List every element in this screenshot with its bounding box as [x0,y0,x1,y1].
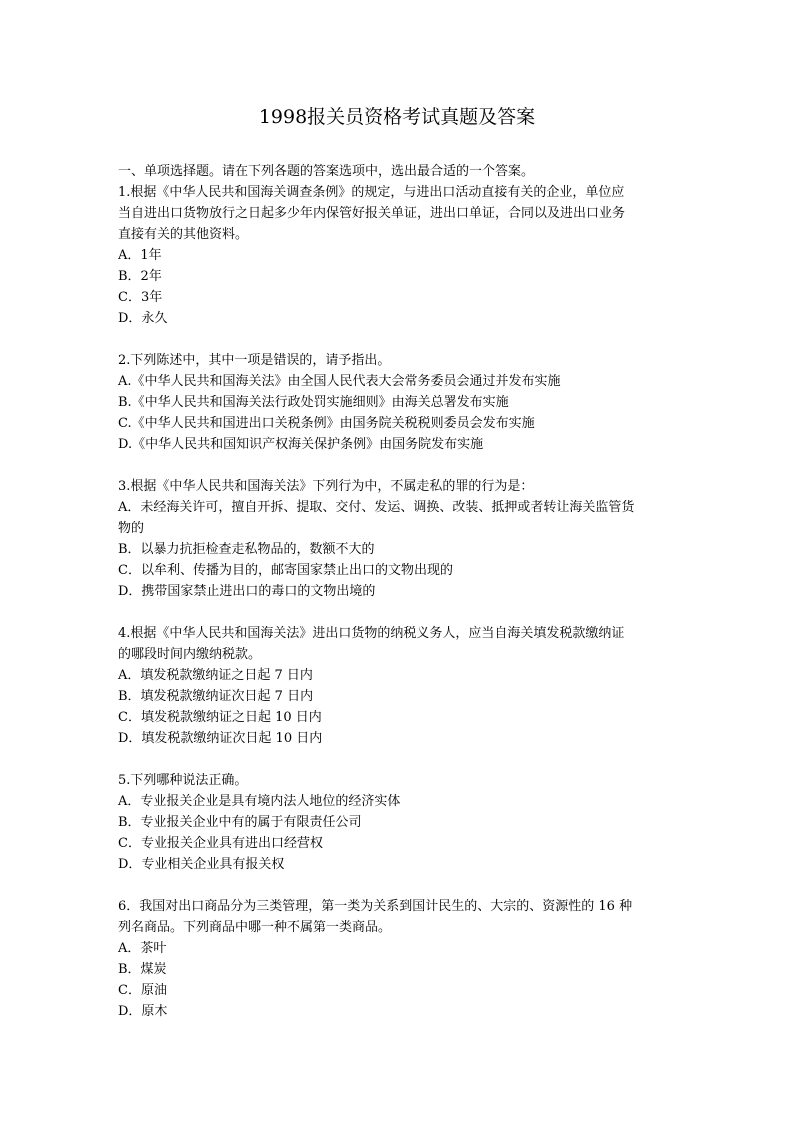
answer-option: A.《中华人民共和国海关法》由全国人民代表大会常务委员会通过并发布实施 [118,374,561,389]
answer-option: A．茶叶 [118,941,167,956]
answer-option: A．专业报关企业是具有境内法人地位的经济实体 [118,794,401,809]
answer-option: D.《中华人民共和国知识产权海关保护条例》由国务院发布实施 [118,437,484,452]
question-stem-line: 4.根据《中华人民共和国海关法》进出口货物的纳税义务人，应当自海关填发税款缴纳证 [118,626,625,641]
question-3 [118,476,678,602]
answer-option: B．煤炭 [118,962,167,977]
question-stem-line: 直接有关的其他资料。 [118,227,249,242]
document-body [118,161,678,1043]
answer-option: A．未经海关许可，擅自开拆、提取、交付、发运、调换、改装、抵押或者转让海关监管货 [118,500,635,515]
question-stem-line: 6．我国对出口商品分为三类管理，第一类为关系到国计民生的、大宗的、资源性的 16 种 [118,899,633,914]
answer-option: C．填发税款缴纳证之日起 10 日内 [118,710,322,725]
question-5 [118,770,678,875]
answer-option: C．专业报关企业具有进出口经营权 [118,836,323,851]
answer-option: 物的 [118,521,145,536]
answer-option: C．原油 [118,983,167,998]
answer-option: D．填发税款缴纳证次日起 10 日内 [118,731,323,746]
question-stem-line: 当自进出口货物放行之日起多少年内保管好报关单证，进出口单证，合同以及进出口业务 [118,206,626,221]
answer-option: B．填发税款缴纳证次日起 7 日内 [118,689,314,704]
answer-option: B.《中华人民共和国海关法行政处罚实施细则》由海关总署发布实施 [118,395,509,410]
answer-option: D．原木 [118,1004,168,1019]
question-4 [118,623,678,749]
question-stem-line: 列名商品。下列商品中哪一种不属第一类商品。 [118,920,392,935]
answer-option: B．以暴力抗拒检查走私物品的，数额不大的 [118,542,375,557]
answer-option: C．以牟利、传播为目的，邮寄国家禁止出口的文物出现的 [118,563,453,578]
question-1 [118,182,678,329]
question-stem-line: 2.下列陈述中，其中一项是错误的，请予指出。 [118,353,391,368]
answer-option: C．3年 [118,290,163,305]
answer-option: B．专业报关企业中有的属于有限责任公司 [118,815,362,830]
answer-option: B．2年 [118,269,162,284]
answer-option: D．携带国家禁止进出口的毒口的文物出境的 [118,584,376,599]
question-stem-line: 3.根据《中华人民共和国海关法》下列行为中，不属走私的罪的行为是： [118,479,534,494]
answer-option: D．永久 [118,311,168,326]
document-title: 1998报关员资格考试真题及答案 [258,106,536,128]
question-2 [118,350,678,455]
question-stem-line: 5.下列哪种说法正确。 [118,773,248,788]
question-stem-line: 的哪段时间内缴纳税款。 [118,647,262,662]
answer-option: A．1年 [118,248,162,263]
question-list [118,182,678,1022]
answer-option: A．填发税款缴纳证之日起 7 日内 [118,668,313,683]
question-6 [118,896,678,1022]
section-heading: 一、单项选择题。请在下列各题的答案选项中，选出最合适的一个答案。 [118,164,535,179]
answer-option: D．专业相关企业具有报关权 [118,857,285,872]
question-stem-line: 1.根据《中华人民共和国海关调查条例》的规定，与进出口活动直接有关的企业，单位应 [118,185,625,200]
answer-option: C.《中华人民共和国进出口关税条例》由国务院关税税则委员会发布实施 [118,416,535,431]
